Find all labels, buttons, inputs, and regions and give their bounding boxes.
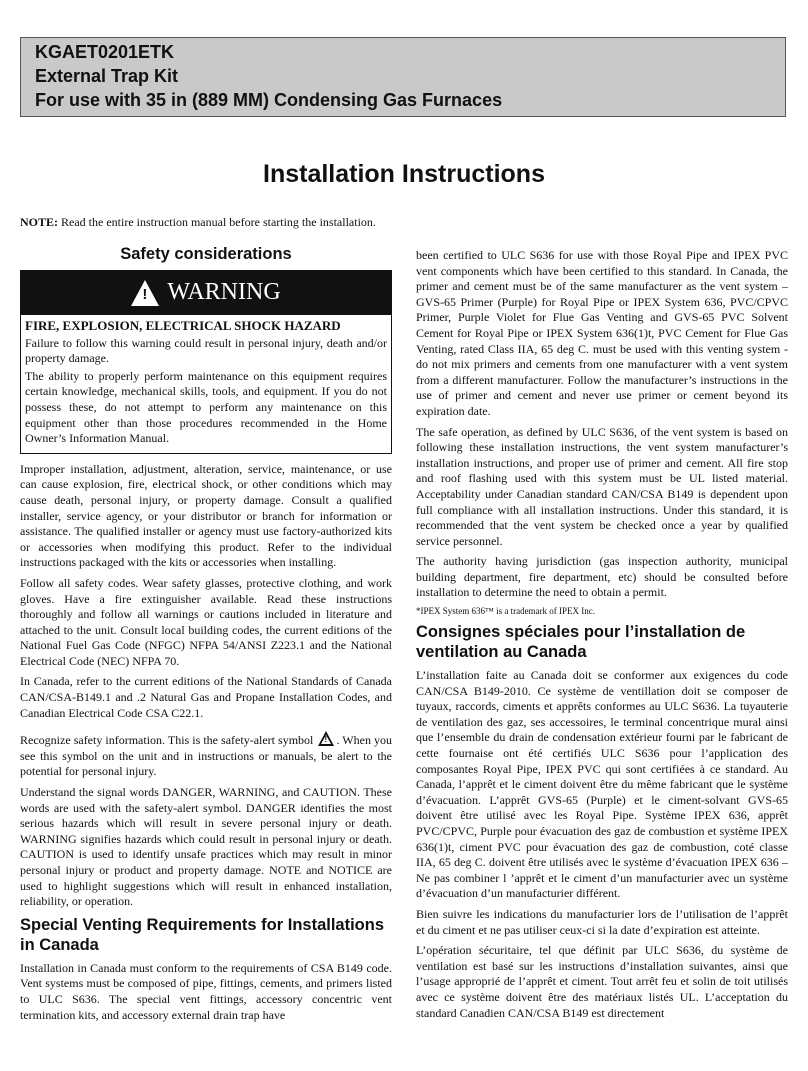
paragraph-canada-codes: In Canada, refer to the current editions of the National Standards of Canada CAN/CSA-B149.1 and .2 Natural Gas and Propane Installation Codes, and Canadian Electrical Code CSA C22.1.: [20, 674, 392, 720]
page-title: Installation Instructions: [263, 160, 545, 188]
paragraph-canada-install: Installation in Canada must conform to the requirements of CSA B149 code. Vent systems must be composed of pipe, fittings, cements, and primers listed to ULC S636. The special vent fittings, accessory concentric vent termination kits, and accessory external drain trap have: [20, 960, 392, 1022]
warning-text-2: The ability to properly perform maintenance on this equipment requires certain knowledge, mechanical skills, tools, and equipment. If you do not possess these, do not attempt to perform any maintenance on this equipment other than those procedures recommended in the Home Owner’s Information Manual.: [25, 368, 387, 446]
paragraph-authority: The authority having jurisdiction (gas inspection authority, municipal building department, fire department, etc) should be consulted before installation to determine the need to obtain a permit.: [416, 554, 788, 600]
right-column: [416, 248, 788, 1026]
paragraph-fr-indications: Bien suivre les indications du manufacturier lors de l’utilisation de l’apprêt et du ciment et ne pas utiliser ceux-ci si la date d’expiration est atteinte.: [416, 906, 788, 937]
paragraph-safety-codes: Follow all safety codes. Wear safety glasses, protective clothing, and work gloves. Have a fire extinguisher available. Read these instructions thoroughly and follow all warnings or cautions included in literature and attached to the unit. Consult local building codes, the current editions of the National Fuel Gas Code (NFGC) NFPA 54/ANSI Z223.1 and the National Electrical Code (NEC) NFPA 70.: [20, 575, 392, 668]
warning-text-1: Failure to follow this warning could result in personal injury, death and/or property damage.: [25, 335, 387, 366]
french-section-title: Consignes spéciales pour l’installation de ventilation au Canada: [416, 623, 746, 662]
paragraph-signal-words: Understand the signal words DANGER, WARNING, and CAUTION. These words are used with the safety-alert symbol. DANGER identifies the most serious hazards which will result in severe personal injury or death. WARNING signifies hazards which could result in personal injury or death. CAUTION is used to identify unsafe practices which may result in minor personal injury or product and property damage. NOTE and NOTICE are used to highlight suggestions which will result in enhanced installation, reliability, or operation.: [20, 785, 392, 909]
hazard-title: FIRE, EXPLOSION, ELECTRICAL SHOCK HAZARD: [25, 318, 341, 333]
note: [20, 215, 376, 230]
safety-title: Safety considerations: [120, 245, 292, 263]
warning-body: [21, 315, 391, 453]
paragraph-fr-operation: L’opération sécuritaire, tel que définit par ULC S636, du système de ventilation est basé sur les instructions d’installation suivantes, ainsi que l’usage approprié de l’apprêt et ciment. Tout arrêt feu et solin de toit utilisés avec ce système doivent être des matériaux listés UL. L’acceptation du standard Canadien CAN/CSA B149 est directement: [416, 943, 788, 1020]
trademark-note: *IPEX System 636™ is a trademark of IPEX Inc.: [416, 606, 596, 617]
paragraph-improper-installation: Improper installation, adjustment, alteration, service, maintenance, or use can cause explosion, fire, electrical shock, or other conditions which may cause death, personal injury, or property damage. Consult a qualified installer, service agency, or your distributor or branch for information or assistance. The qualified installer or agency must use factory-authorized kits or accessories when modifying this product. Refer to the individual instructions packaged with the kits or accessories when installing.: [20, 461, 392, 570]
kit-usage: For use with 35 in (889 MM) Condensing Gas Furnaces: [35, 90, 503, 110]
kit-name: External Trap Kit: [35, 66, 179, 86]
warning-icon-symbol: !: [142, 286, 148, 303]
safety-alert-symbol: !: [324, 735, 328, 745]
paragraph-safety-alert: [20, 731, 392, 780]
warning-label: WARNING: [167, 279, 281, 306]
special-venting-title: Special Venting Requirements for Installations in Canada: [20, 915, 384, 954]
warning-icon: [131, 280, 159, 306]
header-box: [20, 37, 786, 117]
model-number: KGAET0201ETK: [35, 42, 175, 62]
note-label: NOTE:: [20, 215, 59, 229]
alert-text-after: . When you see this symbol on the unit and in instructions or manuals, be alert to the potential for personal injury.: [20, 733, 392, 779]
paragraph-fr-installation: L’installation faite au Canada doit se conformer aux exigences du code CAN/CSA B149-2010. Ce système de ventillation doit se composer de tuyaux, raccords, ciments et apprêts conformes au ULC S636. La tuyauterie de ventilation des gaz, ses accessoires, le terminal concentrique mural ainsi que l’ensemble du drain de condensation extérieur fourni par le fabricant de cette fournaise ont été certifiés ULC S636 pour l’application des composantes Royal Pipe, IPEX PVC qui sont certifiées à ce standard. Au Canada, l’apprêt et le ciment doivent être du même fabricant que le système d’évacuation. L’apprêt GVS-65 (Purple) et le ciment-solvant GVS-65 doivent être utilisé avec les Royal Pipe. Système IPEX 636, apprêt PVC/CPVC, Purple pour évacuation des gaz de combustion et système IPEX 636(1)t, ciment PVC pour évacuation des gaz de combustion, coté classe IIA, 65 deg C. doivent être utilisés avec le système d’évacuation IPEX 636 – Ne pas combiner l ’apprêt et le ciment d’un manufacturier avec un système d’évacuation d’un manufacturier différent.: [416, 668, 788, 901]
left-column: [20, 244, 392, 1028]
safety-alert-icon: [318, 731, 334, 746]
alert-text-before: Recognize safety information. This is the safety-alert symbol: [20, 733, 317, 748]
paragraph-safe-operation: The safe operation, as defined by ULC S636, of the vent system is based on following these installation instructions, the vent system manufacturer’s installation instructions, and proper use of primer and cement. All fire stop and roof flashing used with this system must be UL listed material. Acceptability under Canadian standard CAN/CSA B149 is dependent upon full compliance with all installation instructions. Under this standard, it is recommended that the vent system be checked once a year by qualified service personnel.: [416, 424, 788, 548]
note-text: Read the entire instruction manual before starting the installation.: [58, 215, 376, 229]
warning-box: [20, 270, 392, 454]
paragraph-ulc-certification: been certified to ULC S636 for use with those Royal Pipe and IPEX PVC vent components which have been certified to this standard. In Canada, the primer and cement must be of the same manufacturer as the vent system – GVS-65 Primer (Purple) for Royal Pipe or IPEX System 636, PVC/CPVC Primer, Purple Violet for Flue Gas Venting and GVS-65 PVC Solvent Cement for Royal Pipe or IPEX System 636(1)t, PVC Cement for Flue Gas Venting, rated Class IIA, 65 deg C. must be used with this venting system - do not mix primers and cements from one manufacturer with a vent system from a different manufacturer. Follow the manufacturer’s instructions in the use of primer and cement and never use primer or cement beyond its expiration date.: [416, 248, 788, 418]
warning-bar: [21, 271, 391, 315]
